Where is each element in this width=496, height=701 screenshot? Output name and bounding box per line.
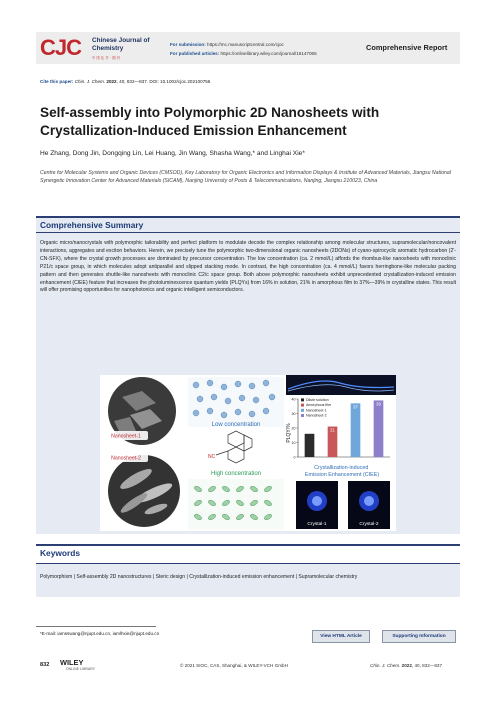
tem-image-2	[108, 455, 180, 527]
footnote-rule	[36, 626, 156, 627]
y-tick-label: 10	[291, 441, 296, 445]
published-label: For published articles:	[170, 51, 220, 56]
bar-nanosheet-2	[374, 400, 384, 457]
citation-year: 2022	[106, 79, 117, 84]
legend-swatch	[301, 414, 304, 417]
legend-swatch	[301, 409, 304, 412]
bar-value-label: 39	[376, 401, 381, 407]
legend-entry: Nanosheet-1	[306, 408, 327, 413]
crystal-2-label: Crystal-2	[359, 522, 379, 527]
legend-entry: Nanosheet-2	[306, 413, 327, 418]
publisher-sub: ONLINE LIBRARY	[66, 667, 96, 671]
y-tick-label: 30	[291, 412, 296, 416]
high-concentration-label: High concentration	[210, 471, 262, 477]
emission-spectrum	[286, 375, 396, 395]
packing-diagram-high	[188, 479, 284, 529]
citation-label: Cite this paper:	[40, 79, 74, 84]
y-tick-label: 20	[291, 426, 296, 431]
keywords-heading-rule	[36, 563, 460, 564]
packing-diagram-low	[188, 377, 284, 427]
legend-swatch	[301, 404, 304, 407]
submission-line	[170, 42, 284, 47]
y-axis-label: PLQY/%	[286, 423, 292, 443]
footer-citation	[370, 663, 442, 668]
journal-logo	[40, 34, 81, 62]
page-number: 832	[40, 662, 50, 668]
supporting-info-button[interactable]: Supporting Information	[382, 630, 456, 643]
legend-entry: Dilute solution	[306, 398, 329, 402]
publisher-name: WILEY	[60, 658, 84, 667]
published-line	[170, 51, 317, 56]
keywords-heading: Keywords	[40, 548, 81, 558]
journal-tagline: 中 国 化 学 · 期 刊	[92, 56, 121, 60]
keywords-top-rule	[36, 544, 460, 546]
submission-link[interactable]: https://mc.manuscriptcentral.com/cjoc	[207, 42, 284, 47]
bar-value-label: 21	[330, 427, 335, 433]
article-title: Self-assembly into Polymorphic 2D Nanosheets with Crystallization-Induced Emission Enhancement	[40, 105, 380, 138]
journal-logo-text: CJC	[40, 35, 82, 60]
footer-journal: Chin. J. Chem.	[370, 663, 401, 668]
legend-swatch	[301, 398, 304, 401]
summary-top-rule	[36, 216, 460, 218]
y-tick-label: 0	[293, 455, 296, 460]
bar-value-label: 37	[353, 404, 358, 410]
nanosheet-1-label: Nanosheet-1	[111, 433, 141, 440]
published-link[interactable]: https://onlinelibrary.wiley.com/journal/16147065	[220, 51, 317, 56]
corresponding-email[interactable]: *E-mail: iamsswang@njupt.edu.cn, iamlhxie@njupt.edu.cn	[40, 631, 160, 636]
summary-heading: Comprehensive Summary	[40, 220, 144, 230]
view-html-button[interactable]: View HTML Article	[312, 630, 370, 643]
cyano-label: NC	[208, 454, 216, 460]
affiliation: Centre for Molecular Systems and Organic Devices (CMSOD), Key Laboratory for Organic Electronics and Information Displays & Institute of Advanced Materials, Jiangsu National Synergetic Innovation Center for Advanced Materials (SICAM), Nanjing University of Posts & Telecommunications, Nanjing, Jiangsu 210023, China	[40, 170, 451, 184]
citation-details[interactable]: , 40, 832—837. DOI: 10.1002/cjoc.202100756	[116, 79, 211, 84]
copyright: © 2021 SIOC, CAS, Shanghai, & WILEY-VCH GmbH	[180, 663, 288, 668]
footer-pages: , 40, 832—837	[411, 663, 443, 668]
crystal-1-label: Crystal-1	[307, 522, 327, 527]
citation-journal: Chin. J. Chem.	[74, 79, 106, 84]
keywords-list: Polymorphism | Self-assembly 2D nanostructures | Steric design | Crystallization-induced emission enhancement | Supramolecular chemistry	[40, 574, 358, 580]
graphical-abstract	[100, 375, 396, 531]
submission-label: For submission:	[170, 42, 206, 47]
journal-name: Chinese Journal of Chemistry	[92, 37, 150, 52]
article-type: Comprehensive Report	[366, 43, 448, 52]
legend-entry: Amorphous film	[306, 403, 331, 408]
y-tick-label: 40	[291, 397, 296, 402]
citation-line	[40, 79, 210, 84]
bar-dilute-solution	[305, 434, 315, 457]
abstract-text: Organic micro/nanocrystals with polymorphic tailorability and perfect platform to modulate decode the complex relationship among molecular structures, supramolecular/noncovalent interactions, aggregates and exciton behaviors. Herein, we precisely tune the polymorphic two-dimensional organic nanosheets (2DONs) of cyano-spirocyclic aromatic hydrocarbon (2'-CN-SFX), where the crystal growth processes are dominated by precursor concentration. The low concentration (ca. 2 mmol/L) affords the rhombus-like nanosheets with monoclinic P21/c space group, in which molecules adopt antiparallel and slipped stacking mode. In contrast, the high concentration (ca. 4 mmol/L) favors herringbone-like molecular packing pattern and then generates shuttle-like nanosheets with monoclinic C2/c space group. Both above polymorphic nanosheets exhibit unprecedented crystallization-induced emission enhancement (CIEE) feature that increases the photoluminescence quantum yields (PLQYs) from 16% in solution, 21% in amorphous film to 37%—39% in crystalline states. This result will offer promising opportunities for nanophotonics and organic intelligent semiconductors.	[40, 240, 456, 294]
nanosheet-2-label: Nanosheet-2	[111, 455, 141, 462]
footer-year: 2022	[401, 663, 412, 668]
low-concentration-label: Low concentration	[211, 422, 261, 428]
bar-nanosheet-1	[351, 403, 361, 457]
ciee-label: Crystallization-induced Emission Enhancement (CIEE)	[304, 465, 380, 478]
author-list: He Zhang, Dong Jin, Dongqing Lin, Lei Huang, Jin Wang, Shasha Wang,* and Linghai Xie*	[40, 150, 305, 157]
summary-heading-rule	[36, 232, 460, 233]
publisher-logo	[60, 658, 83, 667]
